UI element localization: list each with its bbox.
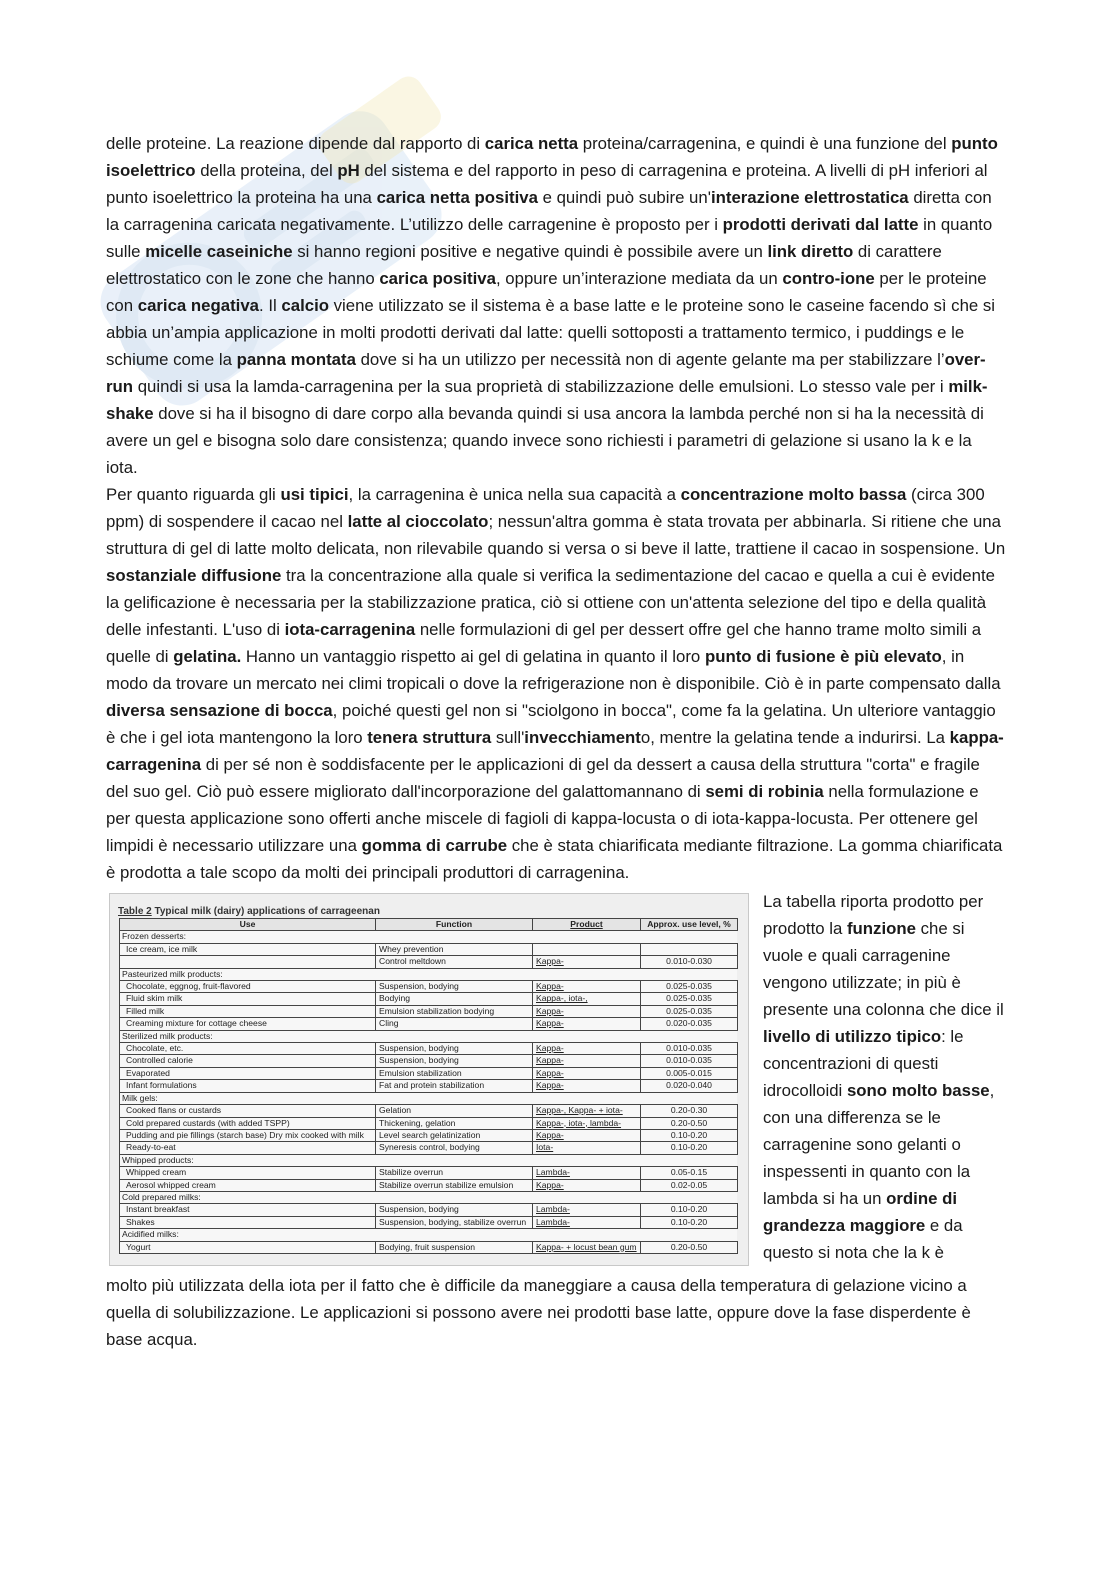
bold-term: over-run [106, 350, 986, 396]
table-row [120, 1179, 738, 1191]
bold-term: funzione [846, 919, 916, 938]
use-cell: Cooked flans or custards [120, 1105, 376, 1117]
bold-term: usi tipici [280, 485, 349, 504]
use-cell: Ready-to-eat [120, 1142, 376, 1154]
level-cell: 0.020-0.035 [641, 1018, 738, 1030]
text-run: sull' [491, 728, 525, 747]
product-cell [533, 1241, 641, 1253]
level-cell [641, 943, 738, 955]
use-cell: Chocolate, eggnog, fruit-flavored [120, 981, 376, 993]
product-text: Kappa- [536, 1067, 564, 1078]
bold-term: link diretto [767, 242, 854, 261]
table-section [106, 888, 1006, 1272]
table-caption-text: Typical milk (dairy) applications of carrageenan [151, 906, 380, 917]
function-cell: Whey prevention [376, 943, 533, 955]
text-run: , poiché questi gel non si "sciolgono in bocca", come fa la gelatina. Un ulteriore vantaggio è che i gel iota mantengono la loro [106, 701, 996, 747]
category-cell: Sterilized milk products: [120, 1030, 738, 1042]
text-run: di per sé non è soddisfacente per le applicazioni di gel da dessert a causa della struttura "corta" e fragile del suo gel. Ciò può essere migliorato dall'incorporazione del galattomannano di [106, 755, 980, 801]
function-cell: Suspension, bodying [376, 1043, 533, 1055]
table-row [120, 956, 738, 968]
use-cell: Infant formulations [120, 1080, 376, 1092]
text-run: Per quanto riguarda gli [106, 485, 281, 504]
function-cell: Cling [376, 1018, 533, 1030]
product-text: Kappa- [536, 1043, 564, 1054]
text-run: e da questo si nota che la k è [763, 1216, 963, 1262]
use-cell: Whipped cream [120, 1167, 376, 1179]
bold-term: contro-ione [782, 269, 875, 288]
level-cell: 0.025-0.035 [641, 981, 738, 993]
product-text: Kappa- [536, 956, 564, 967]
product-text: Kappa- [536, 1080, 564, 1091]
function-cell: Bodying, fruit suspension [376, 1241, 533, 1253]
product-text: Kappa- + locust bean gum [536, 1241, 637, 1252]
table-row [120, 1117, 738, 1129]
text-run: del sistema e del rapporto in peso di carragenina e proteina. A livelli di pH inferiori al punto isoelettrico la proteina ha una [106, 161, 988, 207]
bold-term: ordine di grandezza maggiore [763, 1189, 957, 1235]
level-cell: 0.010-0.035 [641, 1055, 738, 1067]
text-run: viene utilizzato se il sistema è a base latte e le proteine sono le caseine facendo sì che si abbia un’ampia applicazione in molti prodotti derivati dal latte: quelli sottoposti a trattamento termico, i puddings e le schiume come la [106, 296, 996, 369]
text-run: , oppure un’interazione mediata da un [495, 269, 783, 288]
text-run: dove si ha il bisogno di dare corpo alla bevanda quindi si usa ancora la lambda perché non si ha la necessità di avere un gel e bisogna solo dare consistenza; quando invece sono richiesti i parametri di gelazione si usano la k e la iota. [106, 404, 984, 477]
table-row [120, 1105, 738, 1117]
table-row [120, 1241, 738, 1253]
use-cell: Fluid skim milk [120, 993, 376, 1005]
product-text: Kappa- [536, 1055, 564, 1066]
bold-term: sono molto basse [846, 1081, 990, 1100]
product-cell [533, 1216, 641, 1228]
text-run: che si vuole e quali carragenine vengono utilizzate; in più è presente una colonna che dice il [763, 919, 1004, 1019]
side-paragraph [763, 888, 1008, 1266]
carrageenan-applications-table [109, 893, 749, 1266]
text-run: che è stata chiarificata mediante filtrazione. La gomma chiarificata è prodotta a tale scopo da molti dei principali produttori di carragenina. [106, 836, 1003, 882]
product-cell [533, 1117, 641, 1129]
product-text: Kappa- [536, 1129, 564, 1140]
table-row [120, 943, 738, 955]
product-cell [533, 993, 641, 1005]
table-category-row [120, 1030, 738, 1042]
text-run: quindi si usa la lamda-carragenina per la sua proprietà di stabilizzazione delle emulsioni. Lo stesso vale per i [133, 377, 949, 396]
text-run: , in modo da trovare un mercato nei climi tropicali o dove la refrigerazione non è disponibile. Ciò è in parte compensato dalla [106, 647, 1001, 693]
use-cell: Evaporated [120, 1067, 376, 1079]
product-text: Lambda- [536, 1204, 570, 1215]
table-row [120, 1018, 738, 1030]
use-cell: Chocolate, etc. [120, 1043, 376, 1055]
product-text: Kappa-, Kappa- + iota- [536, 1105, 623, 1116]
text-run: ; nessun'altra gomma è stata trovata per abbinarla. Si ritiene che una struttura di gel di latte molto delicata, non rilevabile quando si versa o si beve il latte, trattiene il cacao in sospensione. Un [106, 512, 1006, 558]
text-run: nelle formulazioni di gel per dessert offre gel che hanno trame molto simili a quelle di [106, 620, 982, 666]
level-cell: 0.005-0.015 [641, 1067, 738, 1079]
product-cell [533, 981, 641, 993]
use-cell: Yogurt [120, 1241, 376, 1253]
bold-term: carica netta positiva [376, 188, 538, 207]
body-paragraph [106, 1272, 1006, 1353]
product-text: Kappa- [536, 981, 564, 992]
category-cell: Whipped products: [120, 1154, 738, 1166]
table-row [120, 1167, 738, 1179]
product-text: Lambda- [536, 1216, 570, 1227]
text-run: , la carragenina è unica nella sua capacità a [348, 485, 681, 504]
product-cell [533, 1067, 641, 1079]
function-cell: Emulsion stabilization bodying [376, 1005, 533, 1017]
function-cell: Suspension, bodying [376, 981, 533, 993]
level-cell: 0.05-0.15 [641, 1167, 738, 1179]
category-cell: Frozen desserts: [120, 931, 738, 943]
table-category-row [120, 1154, 738, 1166]
product-text: Lambda- [536, 1167, 570, 1178]
product-text: Iota- [536, 1142, 554, 1153]
text-run: . Il [259, 296, 282, 315]
product-cell [533, 956, 641, 968]
text-run: nella formulazione e per questa applicazione sono offerti anche miscele di fagioli di kappa-locusta o di iota-kappa-locusta. Per ottenere gel limpidi è necessario utilizzare una [106, 782, 979, 855]
use-cell: Aerosol whipped cream [120, 1179, 376, 1191]
bold-term: interazione elettrostatica [710, 188, 909, 207]
use-cell: Ice cream, ice milk [120, 943, 376, 955]
level-cell: 0.20-0.30 [641, 1105, 738, 1117]
text-run: Hanno un vantaggio rispetto ai gel di gelatina in quanto il loro [241, 647, 705, 666]
function-cell: Stabilize overrun [376, 1167, 533, 1179]
product-cell [533, 943, 641, 955]
bold-term: milk-shake [106, 377, 988, 423]
bold-term: sostanziale diffusione [106, 566, 282, 585]
function-cell: Suspension, bodying [376, 1204, 533, 1216]
bold-term: gomma di carrube [361, 836, 508, 855]
table-row [120, 1005, 738, 1017]
product-cell [533, 1018, 641, 1030]
product-cell [533, 1204, 641, 1216]
function-cell: Syneresis control, bodying [376, 1142, 533, 1154]
table-row [120, 1055, 738, 1067]
text-run: di carattere elettrostatico con le zone che hanno [106, 242, 942, 288]
function-cell: Emulsion stabilization [376, 1067, 533, 1079]
table-category-row [120, 1092, 738, 1104]
bold-term: pH [337, 161, 360, 180]
product-cell [533, 1055, 641, 1067]
table-row [120, 981, 738, 993]
text-run: per le proteine con [106, 269, 987, 315]
text-run: : le concentrazioni di questi idrocolloidi [763, 1027, 964, 1100]
use-cell: Filled milk [120, 1005, 376, 1017]
use-cell [120, 956, 376, 968]
text-run: o, mentre la gelatina tende a indurirsi. La [640, 728, 950, 747]
level-cell: 0.10-0.20 [641, 1129, 738, 1141]
level-cell: 0.20-0.50 [641, 1117, 738, 1129]
text-run: della proteina, del [195, 161, 338, 180]
text-run: dove si ha un utilizzo per necessità non di agente gelante ma per stabilizzare l’ [355, 350, 945, 369]
product-text: Kappa- [536, 1005, 564, 1016]
col-header-use: Use [120, 919, 376, 931]
text-run: si hanno regioni positive e negative quindi è possibile avere un [292, 242, 768, 261]
category-cell: Acidified milks: [120, 1229, 738, 1241]
text-run: La tabella riporta prodotto per prodotto la [763, 892, 984, 938]
category-cell: Cold prepared milks: [120, 1191, 738, 1203]
bold-term: tenera struttura [367, 728, 492, 747]
table-category-row [120, 931, 738, 943]
bold-term: latte al cioccolato [347, 512, 489, 531]
col-header-product: Product [533, 919, 641, 931]
function-cell: Thickening, gelation [376, 1117, 533, 1129]
text-run: molto più utilizzata della iota per il fatto che è difficile da maneggiare a causa della temperatura di gelazione vicino a quella di solubilizzazione. Le applicazioni si possono avere nei prodotti base latte, oppure dove la fase disperdente è base acqua. [106, 1276, 971, 1349]
bold-term: gelatina. [173, 647, 242, 666]
bold-term: carica positiva [379, 269, 496, 288]
use-cell: Instant breakfast [120, 1204, 376, 1216]
bold-term: panna montata [236, 350, 356, 369]
body-paragraph [106, 481, 1006, 886]
level-cell: 0.10-0.20 [641, 1142, 738, 1154]
text-run: in quanto sulle [106, 215, 993, 261]
table-category-row [120, 1191, 738, 1203]
table-row [120, 1204, 738, 1216]
bold-term: kappa-carragenina [106, 728, 1004, 774]
use-cell: Creaming mixture for cottage cheese [120, 1018, 376, 1030]
product-cell [533, 1167, 641, 1179]
function-cell: Stabilize overrun stabilize emulsion [376, 1179, 533, 1191]
text-run: (circa 300 ppm) di sospendere il cacao nel [106, 485, 985, 531]
use-cell: Controlled calorie [120, 1055, 376, 1067]
function-cell: Suspension, bodying, stabilize overrun [376, 1216, 533, 1228]
function-cell: Suspension, bodying [376, 1055, 533, 1067]
col-header-function: Function [376, 919, 533, 931]
text-run: , con una differenza se le carragenine sono gelanti o inspessenti in quanto con la lambda si ha un [763, 1081, 995, 1208]
use-cell: Cold prepared custards (with added TSPP) [120, 1117, 376, 1129]
table-row [120, 1067, 738, 1079]
bold-term: punto di fusione è più elevato [704, 647, 942, 666]
level-cell: 0.020-0.040 [641, 1080, 738, 1092]
category-cell: Pasteurized milk products: [120, 968, 738, 980]
table-category-row [120, 968, 738, 980]
document-page [106, 130, 1006, 1353]
bold-term: punto isoelettrico [106, 134, 998, 180]
level-cell: 0.025-0.035 [641, 1005, 738, 1017]
product-cell [533, 1105, 641, 1117]
text-run: tra la concentrazione alla quale si verifica la sedimentazione del cacao e quella a cui è evidente la gelificazione è necessaria per la stabilizzazione pratica, ciò si ottiene con un'attenta selezione del tipo e della qualità delle infestanti. L'uso di [106, 566, 995, 639]
table-row [120, 993, 738, 1005]
text-run: e quindi può subire un' [537, 188, 711, 207]
level-cell: 0.02-0.05 [641, 1179, 738, 1191]
table-header-row [120, 919, 738, 931]
use-cell: Shakes [120, 1216, 376, 1228]
function-cell: Bodying [376, 993, 533, 1005]
level-cell: 0.10-0.20 [641, 1216, 738, 1228]
product-cell [533, 1179, 641, 1191]
product-text: Kappa- [536, 1018, 564, 1029]
data-table [119, 918, 738, 1254]
function-cell: Gelation [376, 1105, 533, 1117]
table-row [120, 1129, 738, 1141]
product-cell [533, 1080, 641, 1092]
bold-term: micelle caseiniche [145, 242, 293, 261]
text-run: diretta con la carragenina caricata negativamente. L’utilizzo delle carragenine è proposto per i [106, 188, 992, 234]
product-cell [533, 1043, 641, 1055]
table-row [120, 1142, 738, 1154]
function-cell: Fat and protein stabilization [376, 1080, 533, 1092]
bold-term: carica netta [484, 134, 579, 153]
product-cell [533, 1129, 641, 1141]
level-cell: 0.025-0.035 [641, 993, 738, 1005]
table-category-row [120, 1229, 738, 1241]
text-run: proteina/carragenina, e quindi è una funzione del [578, 134, 952, 153]
level-cell: 0.010-0.035 [641, 1043, 738, 1055]
product-text: Kappa- [536, 1179, 564, 1190]
bold-term: prodotti derivati dal latte [722, 215, 919, 234]
table-row [120, 1216, 738, 1228]
bold-term: carica negativa [137, 296, 260, 315]
body-paragraph [106, 130, 1006, 481]
table-caption-label: Table 2 [118, 906, 152, 917]
col-header-level: Approx. use level, % [641, 919, 738, 931]
bold-term: iota-carragenina [284, 620, 416, 639]
product-cell [533, 1142, 641, 1154]
bold-term: livello di utilizzo tipico [763, 1027, 942, 1046]
level-cell: 0.010-0.030 [641, 956, 738, 968]
function-cell: Level search gelatinization [376, 1129, 533, 1141]
product-cell [533, 1005, 641, 1017]
bold-term: concentrazione molto bassa [680, 485, 907, 504]
bold-term: calcio [281, 296, 329, 315]
function-cell: Control meltdown [376, 956, 533, 968]
product-text: Kappa-, iota-, [536, 993, 588, 1004]
text-run: delle proteine. La reazione dipende dal rapporto di [106, 134, 485, 153]
use-cell: Pudding and pie fillings (starch base) Dry mix cooked with milk [120, 1129, 376, 1141]
table-row [120, 1043, 738, 1055]
product-text: Kappa-, iota-, lambda- [536, 1117, 622, 1128]
level-cell: 0.10-0.20 [641, 1204, 738, 1216]
bold-term: invecchiament [524, 728, 641, 747]
bold-term: semi di robinia [705, 782, 824, 801]
bold-term: diversa sensazione di bocca [106, 701, 333, 720]
level-cell: 0.20-0.50 [641, 1241, 738, 1253]
table-row [120, 1080, 738, 1092]
category-cell: Milk gels: [120, 1092, 738, 1104]
